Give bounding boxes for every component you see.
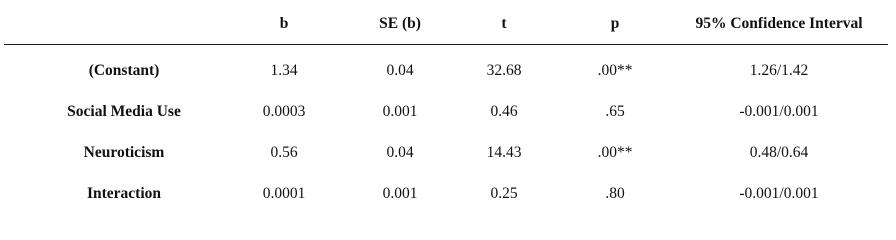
regression-table bbox=[4, 0, 888, 202]
cell-b: 0.0001 bbox=[262, 184, 306, 202]
cell-t: 14.43 bbox=[486, 143, 522, 161]
table-row bbox=[4, 50, 888, 91]
cell-ci: 1.26/1.42 bbox=[749, 61, 809, 79]
cell-b: 0.56 bbox=[270, 143, 298, 161]
table-header-row bbox=[4, 0, 888, 45]
cell-se: 0.001 bbox=[382, 184, 418, 202]
table-row bbox=[4, 173, 888, 214]
cell-ci: 0.48/0.64 bbox=[749, 143, 809, 161]
cell-se: 0.04 bbox=[386, 61, 414, 79]
table-row bbox=[4, 132, 888, 173]
cell-se: 0.001 bbox=[382, 102, 418, 120]
cell-b: 1.34 bbox=[270, 61, 298, 79]
header-cell-predictor bbox=[4, 0, 244, 46]
cell-b: 0.0003 bbox=[262, 102, 306, 120]
table-row bbox=[4, 91, 888, 132]
cell-p: .65 bbox=[605, 102, 625, 120]
row-label: Neuroticism bbox=[83, 143, 165, 161]
cell-p: .00** bbox=[597, 61, 633, 79]
table-body bbox=[4, 50, 888, 214]
header-cell-p: p bbox=[610, 15, 620, 32]
cell-ci: -0.001/0.001 bbox=[739, 184, 819, 202]
cell-se: 0.04 bbox=[386, 143, 414, 161]
row-label: (Constant) bbox=[88, 61, 160, 79]
cell-t: 0.46 bbox=[490, 102, 518, 120]
header-cell-b: b bbox=[279, 15, 289, 32]
cell-p: .80 bbox=[605, 184, 625, 202]
header-cell-confidence-interval: 95% Confidence Interval bbox=[695, 15, 863, 32]
header-cell-se: SE (b) bbox=[379, 15, 421, 32]
cell-p: .00** bbox=[597, 143, 633, 161]
header-cell-t: t bbox=[501, 15, 507, 32]
cell-t: 0.25 bbox=[490, 184, 518, 202]
row-label: Interaction bbox=[86, 184, 162, 202]
cell-t: 32.68 bbox=[486, 61, 522, 79]
row-label: Social Media Use bbox=[67, 102, 181, 120]
cell-ci: -0.001/0.001 bbox=[739, 102, 819, 120]
